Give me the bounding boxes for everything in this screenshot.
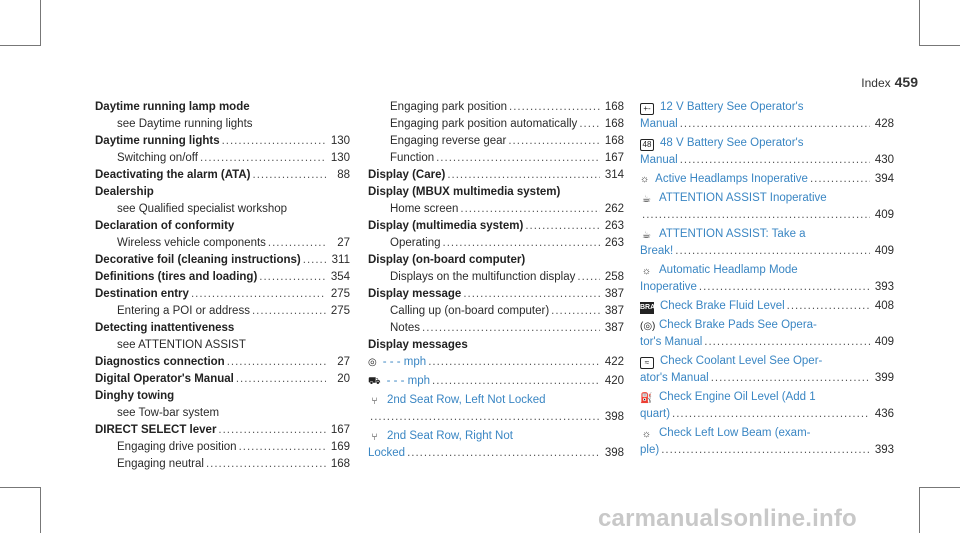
leader-dots xyxy=(699,279,870,296)
brake-pads-icon: (◎) xyxy=(640,321,656,332)
page-number: 459 xyxy=(894,74,918,90)
message-text-line: quart) xyxy=(640,408,671,420)
leader-dots xyxy=(675,243,870,260)
crop-mark xyxy=(0,487,40,488)
message-page-line xyxy=(640,298,894,315)
entry-subitem: Engaging reverse gear xyxy=(390,135,507,147)
entry-subitem: Switching on/off xyxy=(117,152,198,164)
entry-heading: Deactivating the alarm (ATA) xyxy=(95,169,251,181)
low-beam-icon: ☼ xyxy=(641,429,652,440)
page-ref[interactable]: 258 xyxy=(604,271,624,283)
leader-dots xyxy=(447,167,600,184)
message-text-line: Automatic Headlamp Mode xyxy=(659,264,798,276)
display-message-entry[interactable] xyxy=(640,425,894,459)
leader-dots xyxy=(239,439,326,456)
message-page-line xyxy=(640,116,894,133)
leader-dots xyxy=(787,298,870,315)
entry-subitem: Engaging drive position xyxy=(117,441,237,453)
entry-heading: Detecting inattentiveness xyxy=(95,322,235,334)
page-ref[interactable]: 168 xyxy=(604,101,624,113)
leader-dots xyxy=(432,373,600,390)
page-ref[interactable]: 263 xyxy=(604,220,624,232)
display-message-entry[interactable] xyxy=(640,190,894,224)
message-text-line: Inoperative xyxy=(640,281,697,293)
page-ref[interactable]: 409 xyxy=(874,209,894,221)
display-message-entry[interactable] xyxy=(640,262,894,296)
watermark: carmanualsonline.info xyxy=(598,505,857,532)
page-ref[interactable]: 430 xyxy=(874,154,894,166)
message-text-line: 12 V Battery See Operator's xyxy=(660,101,804,113)
entry-subitem: Engaging neutral xyxy=(117,458,204,470)
leader-dots xyxy=(810,171,870,188)
index-entry[interactable] xyxy=(95,133,350,150)
index-entry[interactable] xyxy=(368,320,624,337)
message-text-line: Break! xyxy=(640,245,674,257)
crop-mark xyxy=(919,0,920,46)
display-message-entry[interactable] xyxy=(368,373,624,390)
crop-mark xyxy=(40,487,41,533)
message-text-line: 48 V Battery See Operator's xyxy=(660,137,804,149)
message-page-line xyxy=(640,334,894,351)
message-text-line: Manual xyxy=(640,154,678,166)
index-entry[interactable] xyxy=(368,218,624,235)
entry-subitem: Engaging park position automatically xyxy=(390,118,578,130)
entry-heading: Display messages xyxy=(368,339,468,351)
message-text-line: ple) xyxy=(640,444,660,456)
leader-dots xyxy=(508,133,600,150)
message-page-line xyxy=(640,152,894,169)
message-text-line: 2nd Seat Row, Left Not Locked xyxy=(387,394,546,406)
index-entry[interactable] xyxy=(95,422,350,439)
page-ref[interactable]: 314 xyxy=(604,169,624,181)
page-ref[interactable]: 20 xyxy=(337,373,350,385)
attention-assist-icon: ☕ xyxy=(642,194,651,205)
page-ref[interactable]: 262 xyxy=(604,203,624,215)
entry-subitem: Entering a POI or address xyxy=(117,305,250,317)
leader-dots xyxy=(436,150,600,167)
entry-heading: Definitions (tires and loading) xyxy=(95,271,258,283)
crop-mark xyxy=(920,45,960,46)
index-entry[interactable] xyxy=(368,235,624,252)
crop-mark xyxy=(919,487,920,533)
coolant-icon: ≈ xyxy=(640,357,654,369)
leader-dots xyxy=(463,286,600,303)
headlamp-icon: ☼ xyxy=(641,266,652,277)
message-text-line: - - - mph xyxy=(382,356,427,368)
leader-dots xyxy=(303,252,326,269)
message-text-line: Active Headlamps Inoperative xyxy=(655,173,808,185)
message-text xyxy=(640,99,894,116)
message-text xyxy=(368,428,624,445)
message-text-line: ATTENTION ASSIST: Take a xyxy=(659,228,806,240)
leader-dots xyxy=(218,422,326,439)
page-ref[interactable]: 420 xyxy=(604,375,624,387)
entry-heading: Display (Care) xyxy=(368,169,446,181)
message-page-line xyxy=(640,442,894,459)
battery-48v-icon: 48 xyxy=(640,139,654,151)
message-text xyxy=(640,135,894,152)
message-text-line: Check Left Low Beam (exam- xyxy=(659,427,811,439)
leader-dots xyxy=(200,150,326,167)
display-message-entry[interactable] xyxy=(640,389,894,423)
entry-heading: Decorative foil (cleaning instructions) xyxy=(95,254,301,266)
index-entry[interactable] xyxy=(368,150,624,167)
entry-heading: Declaration of conformity xyxy=(95,220,235,232)
see-reference: see Daytime running lights xyxy=(117,118,253,130)
index-entry[interactable] xyxy=(95,269,350,286)
brake-icon: BRAKE xyxy=(640,302,654,314)
display-message-entry[interactable] xyxy=(640,226,894,260)
entry-heading: Display (MBUX multimedia system) xyxy=(368,186,561,198)
see-reference: see Tow-bar system xyxy=(117,407,220,419)
entry-heading: Display message xyxy=(368,288,462,300)
page-ref[interactable]: 354 xyxy=(330,271,350,283)
attention-assist-icon: ☕ xyxy=(642,230,651,241)
display-message-entry[interactable] xyxy=(368,354,624,371)
message-page-line xyxy=(368,445,624,462)
crop-mark xyxy=(920,487,960,488)
index-entry[interactable] xyxy=(368,286,624,303)
entry-heading: Destination entry xyxy=(95,288,189,300)
message-text-line: Check Brake Pads See Opera- xyxy=(659,319,817,331)
entry-subitem: Function xyxy=(390,152,435,164)
entry-heading: Display (multimedia system) xyxy=(368,220,524,232)
entry-subitem: Engaging park position xyxy=(390,101,507,113)
page-ref[interactable]: 130 xyxy=(330,135,350,147)
message-text-line: Locked xyxy=(368,447,406,459)
message-text xyxy=(640,226,894,243)
leader-dots xyxy=(460,201,600,218)
leader-dots xyxy=(577,269,600,286)
leader-dots xyxy=(680,152,870,169)
message-text xyxy=(640,353,894,370)
message-text-line: 2nd Seat Row, Right Not xyxy=(387,430,513,442)
message-text-line: Check Engine Oil Level (Add 1 xyxy=(659,391,816,403)
headlamp-icon: ☼ xyxy=(640,174,650,185)
index-entry[interactable] xyxy=(368,133,624,150)
leader-dots xyxy=(191,286,326,303)
page-ref[interactable]: 399 xyxy=(874,372,894,384)
see-reference: see Qualified specialist workshop xyxy=(117,203,288,215)
message-page-line xyxy=(640,279,894,296)
section-title: Index xyxy=(861,76,891,90)
message-text-line: Check Coolant Level See Oper- xyxy=(660,355,823,367)
page-ref[interactable]: 263 xyxy=(604,237,624,249)
page-ref[interactable]: 393 xyxy=(874,281,894,293)
index-entry[interactable] xyxy=(368,116,624,133)
message-text xyxy=(640,262,894,279)
entry-subitem: Wireless vehicle components xyxy=(117,237,266,249)
leader-dots xyxy=(227,354,326,371)
entry-heading: Digital Operator's Manual xyxy=(95,373,234,385)
index-column-3 xyxy=(640,99,894,461)
leader-dots xyxy=(222,133,326,150)
leader-dots xyxy=(711,370,870,387)
page-ref[interactable]: 409 xyxy=(874,245,894,257)
leader-dots xyxy=(422,320,600,337)
battery-12v-icon: +- xyxy=(640,103,654,115)
page-ref[interactable]: 387 xyxy=(604,322,624,334)
page-ref[interactable]: 387 xyxy=(604,305,624,317)
page-ref[interactable]: 394 xyxy=(874,173,894,185)
entry-subitem: Displays on the multifunction display xyxy=(390,271,576,283)
page-ref[interactable]: 311 xyxy=(331,254,350,266)
page-ref[interactable]: 409 xyxy=(874,336,894,348)
entry-subitem: Notes xyxy=(390,322,421,334)
leader-dots xyxy=(525,218,600,235)
page-ref[interactable]: 393 xyxy=(874,444,894,456)
leader-dots xyxy=(551,303,600,320)
page-ref[interactable]: 130 xyxy=(330,152,350,164)
leader-dots xyxy=(672,406,870,423)
message-page-line xyxy=(368,354,624,371)
message-text xyxy=(640,425,894,442)
page-ref[interactable]: 167 xyxy=(330,424,350,436)
leader-dots xyxy=(252,303,326,320)
seat-icon: ⑂ xyxy=(371,396,378,407)
index-entry[interactable] xyxy=(368,303,624,320)
entry-heading: Display (on-board computer) xyxy=(368,254,526,266)
entry-heading: Daytime running lamp mode xyxy=(95,101,250,113)
leader-dots xyxy=(443,235,600,252)
message-page-line xyxy=(640,370,894,387)
leader-dots xyxy=(642,207,870,224)
index-entry[interactable] xyxy=(95,286,350,303)
oil-can-icon: ⛽ xyxy=(640,393,653,404)
message-text-line: ATTENTION ASSIST Inoperative xyxy=(659,192,827,204)
entry-subitem: Home screen xyxy=(390,203,459,215)
message-page-line xyxy=(368,373,624,390)
entry-subitem: Calling up (on-board computer) xyxy=(390,305,550,317)
page-ref[interactable]: 168 xyxy=(604,118,624,130)
page-ref[interactable]: 168 xyxy=(330,458,350,470)
message-page-line xyxy=(368,409,624,426)
display-message-entry[interactable] xyxy=(640,317,894,351)
index-entry[interactable] xyxy=(95,354,350,371)
leader-dots xyxy=(370,409,600,426)
index-entry[interactable] xyxy=(95,167,350,184)
index-entry[interactable] xyxy=(95,252,350,269)
seat-icon: ⑂ xyxy=(371,432,378,443)
message-text-line: Manual xyxy=(640,118,678,130)
page-ref[interactable]: 275 xyxy=(330,305,350,317)
index-entry[interactable] xyxy=(95,439,350,456)
leader-dots xyxy=(206,456,326,473)
entry-heading: Dinghy towing xyxy=(95,390,175,402)
message-text-line: - - - mph xyxy=(386,375,431,387)
page-ref[interactable]: 387 xyxy=(604,288,624,300)
message-text-line: ator's Manual xyxy=(640,372,709,384)
leader-dots xyxy=(259,269,326,286)
index-entry[interactable] xyxy=(95,235,350,252)
page-ref[interactable]: 27 xyxy=(337,356,350,368)
message-page-line xyxy=(640,243,894,260)
index-entry[interactable] xyxy=(95,303,350,320)
message-page-line xyxy=(640,207,894,224)
page-ref[interactable]: 167 xyxy=(604,152,624,164)
display-message-entry[interactable] xyxy=(640,353,894,387)
message-text-line: tor's Manual xyxy=(640,336,703,348)
index-entry[interactable] xyxy=(368,99,624,116)
message-page-line xyxy=(640,406,894,423)
leader-dots xyxy=(704,334,870,351)
display-message-entry[interactable] xyxy=(368,392,624,426)
index-entry[interactable] xyxy=(95,150,350,167)
page-ref[interactable]: 422 xyxy=(604,356,624,368)
message-text xyxy=(368,392,624,409)
display-message-entry[interactable] xyxy=(640,171,894,188)
entry-heading: DIRECT SELECT lever xyxy=(95,424,217,436)
page-ref[interactable]: 88 xyxy=(337,169,350,181)
crop-mark xyxy=(40,0,41,46)
leader-dots xyxy=(661,442,870,459)
display-message-entry[interactable] xyxy=(640,135,894,169)
message-text xyxy=(640,190,894,207)
entry-heading: Diagnostics connection xyxy=(95,356,225,368)
leader-dots xyxy=(428,354,600,371)
entry-heading: Dealership xyxy=(95,186,154,198)
message-page-line xyxy=(640,171,894,188)
message-text xyxy=(640,389,894,406)
leader-dots xyxy=(579,116,600,133)
speed-limiter-icon: ◎ xyxy=(368,357,377,368)
index-entry[interactable] xyxy=(368,201,624,218)
leader-dots xyxy=(253,167,327,184)
page-ref[interactable]: 168 xyxy=(604,135,624,147)
leader-dots xyxy=(236,371,326,388)
page-ref[interactable]: 428 xyxy=(874,118,894,130)
entry-heading: Daytime running lights xyxy=(95,135,220,147)
index-entry[interactable] xyxy=(95,371,350,388)
display-message-entry[interactable] xyxy=(368,428,624,462)
page-ref[interactable]: 27 xyxy=(337,237,350,249)
page-ref[interactable]: 398 xyxy=(604,411,624,423)
page-header xyxy=(861,74,918,90)
index-column-1 xyxy=(95,99,350,473)
crop-mark xyxy=(0,45,40,46)
index-entry[interactable] xyxy=(368,167,624,184)
leader-dots xyxy=(407,445,600,462)
index-column-2 xyxy=(368,99,624,464)
see-reference: see ATTENTION ASSIST xyxy=(117,339,246,351)
index-entry[interactable] xyxy=(368,269,624,286)
page-ref[interactable]: 436 xyxy=(874,408,894,420)
page-ref[interactable]: 169 xyxy=(330,441,350,453)
entry-subitem: Operating xyxy=(390,237,441,249)
display-message-entry[interactable] xyxy=(640,298,894,315)
leader-dots xyxy=(268,235,326,252)
message-text-line: Check Brake Fluid Level xyxy=(660,300,785,312)
message-text xyxy=(640,317,894,334)
leader-dots xyxy=(680,116,870,133)
page-ref[interactable]: 275 xyxy=(330,288,350,300)
display-message-entry[interactable] xyxy=(640,99,894,133)
index-entry[interactable] xyxy=(95,456,350,473)
distance-assist-icon: ⛟ xyxy=(368,376,381,387)
leader-dots xyxy=(509,99,600,116)
page-ref[interactable]: 398 xyxy=(604,447,624,459)
page-ref[interactable]: 408 xyxy=(874,300,894,312)
